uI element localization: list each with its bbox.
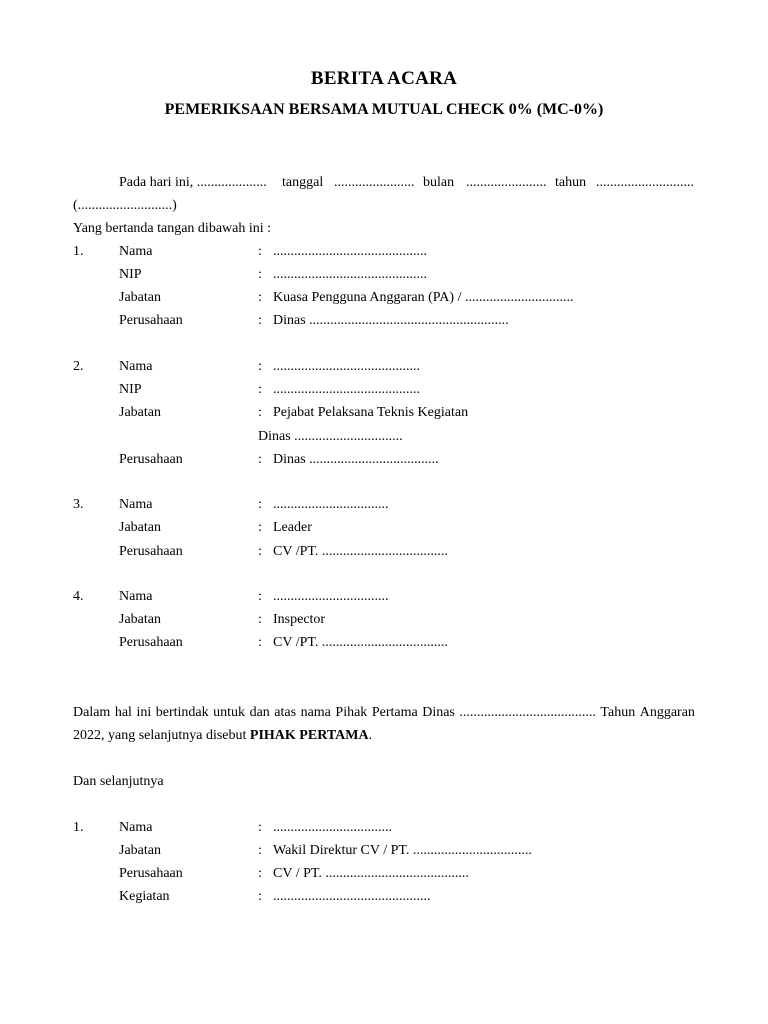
field-value: CV / PT. .........................................: [273, 866, 469, 881]
intro-year-words: (...........................): [73, 198, 177, 213]
pihak-pertama-label: PIHAK PERTAMA: [249, 728, 369, 743]
intro-line-3: [0, 220, 768, 238]
statement-word: untuk: [213, 705, 246, 720]
colon: :: [258, 244, 262, 259]
statement-word: dan: [249, 705, 270, 720]
field-value: .............................................: [273, 889, 431, 904]
field-label: Jabatan: [119, 520, 161, 535]
group3-row-jabatan: [0, 519, 768, 537]
field-label: Nama: [119, 497, 153, 512]
group4-row-nama: [0, 588, 768, 606]
statement-line-2: [0, 727, 768, 745]
group3-row-perusahaan: [0, 543, 768, 561]
colon: :: [258, 520, 262, 535]
field-value: ..........................................: [273, 382, 420, 397]
statement-word: nama: [300, 705, 331, 720]
field-label: Nama: [119, 589, 153, 604]
field-label: Perusahaan: [119, 313, 183, 328]
field-value: ............................................: [273, 244, 427, 259]
field-value: ..................................: [273, 820, 392, 835]
statement-line-1: [73, 704, 695, 722]
statement-word: bertindak: [155, 705, 209, 720]
intro-tanggal-label: tanggal: [282, 175, 324, 190]
colon: :: [258, 290, 262, 305]
field-label: Perusahaan: [119, 866, 183, 881]
group1-row-nama: [0, 243, 768, 261]
field-label: Perusahaan: [119, 635, 183, 650]
group2-row-nama: [0, 358, 768, 376]
group3-number: 3.: [73, 497, 84, 512]
field-label: Nama: [119, 359, 153, 374]
intro-line-1: [0, 174, 768, 192]
and-next-text: Dan selanjutnya: [73, 774, 164, 789]
colon: :: [258, 866, 262, 881]
statement-prefix: 2022, yang selanjutnya disebut: [73, 728, 250, 743]
field-label: NIP: [119, 267, 142, 282]
statement-word: Dinas: [422, 705, 455, 720]
field-value: Leader: [273, 520, 312, 535]
group2-row-perusahaan: [0, 451, 768, 469]
colon: :: [258, 497, 262, 512]
group5-row-nama: [0, 819, 768, 837]
field-value: Wakil Direktur CV / PT. ..................................: [273, 843, 532, 858]
field-value: .................................: [273, 589, 389, 604]
field-value: CV /PT. ....................................: [273, 635, 448, 650]
field-label: Jabatan: [119, 843, 161, 858]
field-label: Nama: [119, 820, 153, 835]
colon: :: [258, 544, 262, 559]
statement-suffix: .: [368, 728, 373, 743]
colon: :: [258, 405, 262, 420]
group5-number: 1.: [73, 820, 84, 835]
field-value: Dinas .....................................: [273, 452, 439, 467]
group1-row-perusahaan: [0, 312, 768, 330]
field-value: ............................................: [273, 267, 427, 282]
group4-row-perusahaan: [0, 634, 768, 652]
field-value: ..........................................: [273, 359, 420, 374]
intro-tahun-blank: ............................: [596, 175, 694, 190]
colon: :: [258, 382, 262, 397]
group1-row-jabatan: [0, 289, 768, 307]
intro-day: Pada hari ini, ....................: [119, 175, 267, 190]
colon: :: [258, 452, 262, 467]
group5-row-jabatan: [0, 842, 768, 860]
field-label: Kegiatan: [119, 889, 170, 904]
field-label: Nama: [119, 244, 153, 259]
colon: :: [258, 589, 262, 604]
statement-word: Anggaran: [639, 705, 695, 720]
field-value: Pejabat Pelaksana Teknis Kegiatan: [273, 405, 469, 420]
field-value-continuation: Dinas ...............................: [258, 429, 403, 444]
statement-line-2-text: [73, 727, 372, 745]
colon: :: [258, 635, 262, 650]
field-label: Jabatan: [119, 612, 161, 627]
intro-tanggal-blank: .......................: [334, 175, 415, 190]
intro-bulan-label: bulan: [423, 175, 455, 190]
statement-word: atas: [274, 705, 297, 720]
statement-word: hal: [114, 705, 132, 720]
colon: :: [258, 843, 262, 858]
group4-number: 4.: [73, 589, 84, 604]
group2-row-jabatan-continued: [0, 428, 768, 446]
field-value: Inspector: [273, 612, 326, 627]
and-next-line: [0, 773, 768, 791]
colon: :: [258, 267, 262, 282]
group5-row-perusahaan: [0, 865, 768, 883]
group2-row-nip: [0, 381, 768, 399]
field-value: CV /PT. ....................................: [273, 544, 448, 559]
field-label: NIP: [119, 382, 142, 397]
field-value: Kuasa Pengguna Anggaran (PA) / ...............................: [273, 290, 574, 305]
field-label: Perusahaan: [119, 544, 183, 559]
intro-tahun-label: tahun: [555, 175, 587, 190]
document-subtitle: PEMERIKSAAN BERSAMA MUTUAL CHECK 0% (MC-0%): [164, 101, 604, 118]
group4-row-jabatan: [0, 611, 768, 629]
group2-row-jabatan: [0, 404, 768, 422]
colon: :: [258, 612, 262, 627]
document-title: BERITA ACARA: [310, 68, 458, 89]
group2-number: 2.: [73, 359, 84, 374]
intro-bulan-blank: .......................: [466, 175, 547, 190]
signatories-intro: Yang bertanda tangan dibawah ini :: [73, 221, 272, 236]
group1-number: 1.: [73, 244, 84, 259]
colon: :: [258, 889, 262, 904]
statement-word: .......................................: [459, 705, 596, 720]
intro-line-2: [0, 197, 768, 215]
statement-word: ini: [136, 705, 152, 720]
field-label: Jabatan: [119, 290, 161, 305]
group1-row-nip: [0, 266, 768, 284]
colon: :: [258, 359, 262, 374]
field-value: Dinas .........................................................: [273, 313, 509, 328]
group5-row-kegiatan: [0, 888, 768, 906]
field-label: Jabatan: [119, 405, 161, 420]
statement-word: Tahun: [600, 705, 636, 720]
group3-row-nama: [0, 496, 768, 514]
statement-word: Pertama: [371, 705, 418, 720]
colon: :: [258, 313, 262, 328]
field-value: .................................: [273, 497, 389, 512]
statement-word: Pihak: [335, 705, 368, 720]
field-label: Perusahaan: [119, 452, 183, 467]
colon: :: [258, 820, 262, 835]
statement-word: Dalam: [73, 705, 111, 720]
